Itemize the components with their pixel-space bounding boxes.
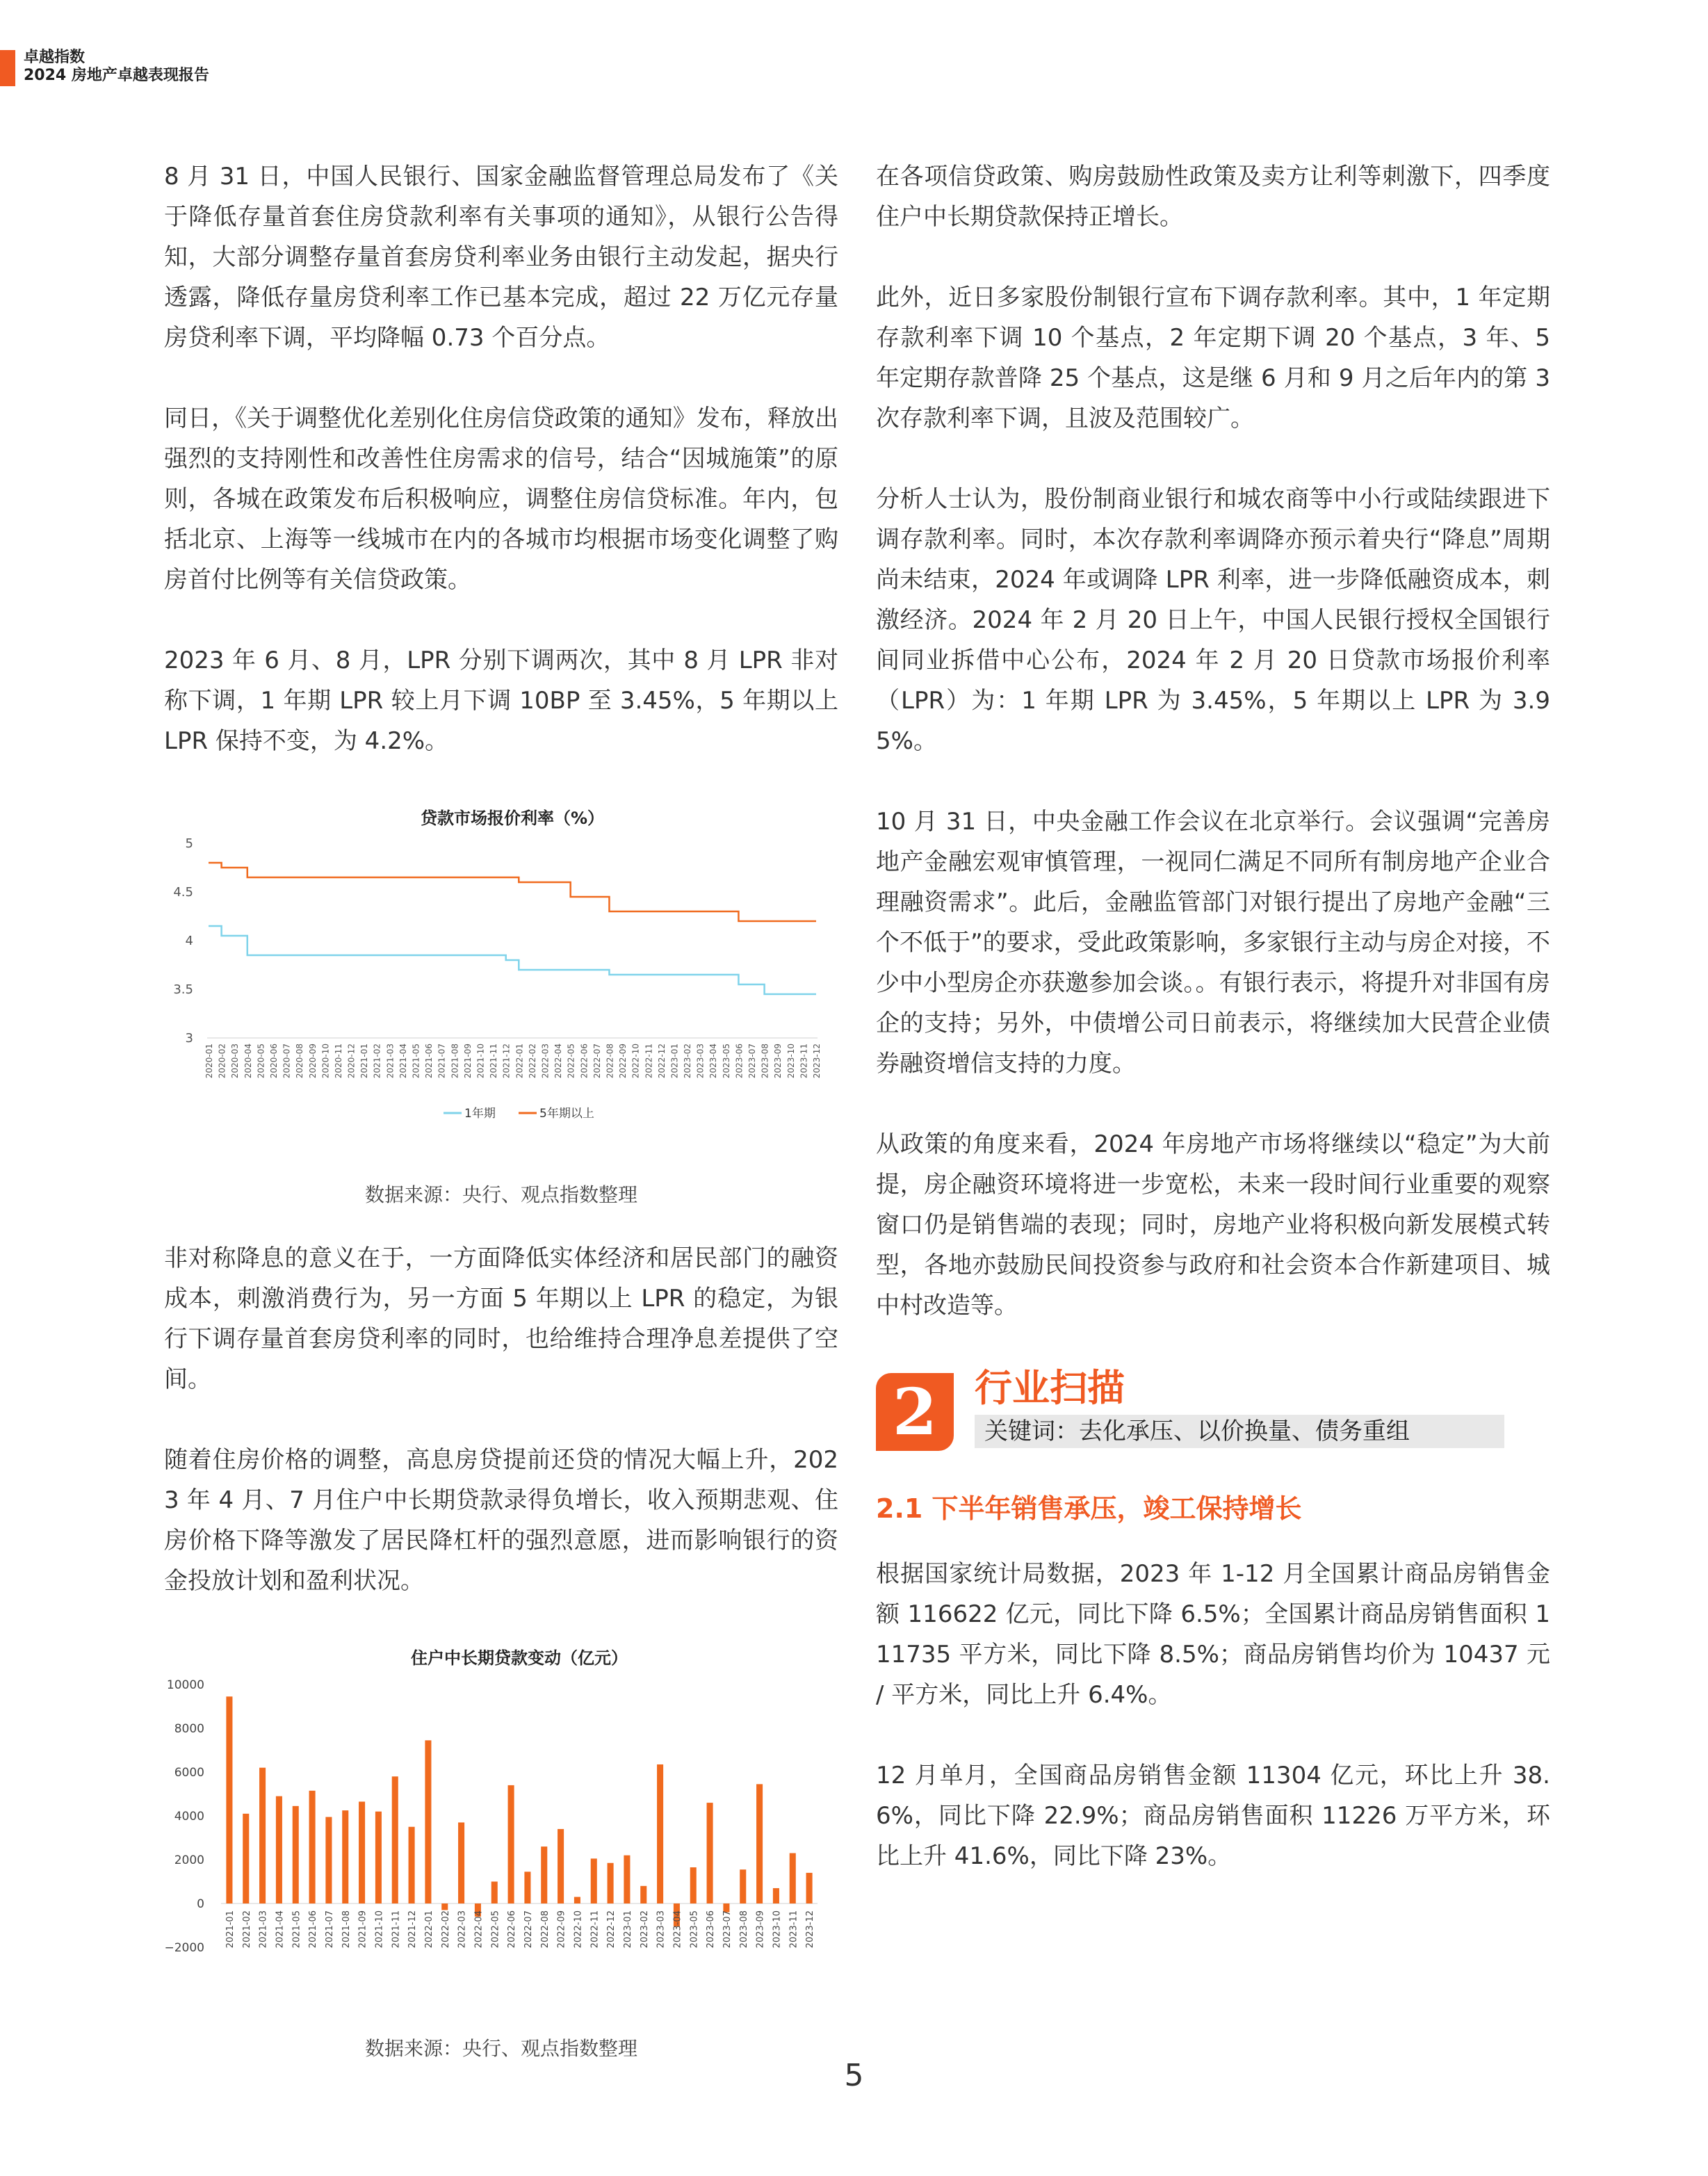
bar <box>441 1903 448 1910</box>
x-tick-label: 2022-06 <box>579 1044 589 1079</box>
paragraph: 同日，《关于调整优化差别化住房信贷政策的通知》发布，释放出强烈的支持刚性和改善性住房需求的信号，结合“因城施策”的原则，各城在政策发布后积极响应，调整住房信贷标准。年内，包括北京、上海等一线城市在内的各城市均根据市场变化调整了购房首付比例等有关信贷政策。 <box>164 405 838 594</box>
bar <box>259 1768 266 1903</box>
y-tick-label: 2000 <box>174 1853 204 1867</box>
x-tick-label: 2022-01 <box>423 1910 434 1949</box>
bar <box>608 1863 614 1903</box>
y-tick-label: 3.5 <box>173 982 193 997</box>
x-tick-label: 2023-03 <box>695 1044 706 1079</box>
household-loan-bar-chart <box>164 1641 838 2061</box>
paragraph: 12 月单月，全国商品房销售金额 11304 亿元，环比上升 38.6%，同比下降 22.9%；商品房销售面积 11226 万平方米，环比上升 41.6%，同比下降 23%。 <box>876 1762 1550 1870</box>
x-tick-label: 2020-05 <box>256 1044 266 1079</box>
x-tick-label: 2021-02 <box>372 1044 382 1079</box>
y-tick-label: 10000 <box>166 1678 204 1692</box>
bar <box>243 1814 249 1903</box>
y-tick-label: 4000 <box>174 1810 204 1824</box>
header-brand: 卓越指数 <box>24 49 86 66</box>
paragraph: 随着住房价格的调整，高息房贷提前还贷的情况大幅上升，2023 年 4 月、7 月住户中长期贷款录得负增长，收入预期悲观、住房价格下降等激发了居民降杠杆的强烈意愿，进而影响银行的资金投放计划和盈利状况。 <box>164 1446 838 1595</box>
x-tick-label: 2021-08 <box>341 1910 352 1949</box>
x-tick-label: 2021-09 <box>357 1910 368 1949</box>
x-tick-label: 2023-12 <box>812 1044 822 1079</box>
x-tick-label: 2021-06 <box>424 1044 434 1079</box>
header-accent-bar <box>0 50 15 86</box>
x-tick-label: 2023-06 <box>706 1910 717 1949</box>
bar <box>359 1802 365 1903</box>
x-tick-label: 2023-10 <box>786 1044 796 1079</box>
bar <box>640 1886 646 1903</box>
x-tick-label: 2021-05 <box>291 1910 302 1949</box>
paragraph: 10 月 31 日，中央金融工作会议在北京举行。会议强调“完善房地产金融宏观审慎管理，一视同仁满足不同所有制房地产企业合理融资需求”。此后，金融监管部门对银行提出了房地产金融“三个不低于”的要求，受此政策影响，多家银行主动与房企对接，不少中小型房企亦获邀参加会谈。。有银行表示，将提升对非国有房企的支持；另外，中债增公司日前表示，将继续加大民营企业债券融资增信支持的力度。 <box>876 808 1550 1078</box>
x-tick-label: 2022-10 <box>631 1044 641 1079</box>
paragraph: 8 月 31 日，中国人民银行、国家金融监督管理总局发布了《关于降低存量首套住房贷款利率有关事项的通知》，从银行公告得知，大部分调整存量首套房贷利率业务由银行主动发起，据央行透露，降低存量房贷利率工作已基本完成，超过 22 万亿元存量房贷利率下调，平均降幅 0.73 个百分点。 <box>164 163 838 352</box>
paragraph: 2023 年 6 月、8 月，LPR 分别下调两次，其中 8 月 LPR 非对称下调，1 年期 LPR 较上月下调 10BP 至 3.45%，5 年期以上 LPR 保持不变，为 4.2%。 <box>164 647 838 755</box>
bar <box>458 1822 464 1903</box>
lpr-chart-svg <box>164 802 838 1177</box>
y-tick-label: 6000 <box>174 1766 204 1780</box>
y-tick-label: 4 <box>185 934 193 948</box>
series-line-1y <box>209 926 816 994</box>
bar <box>524 1871 530 1903</box>
x-tick-label: 2021-02 <box>241 1910 252 1949</box>
y-tick-label: 5 <box>185 836 193 851</box>
x-tick-label: 2022-04 <box>473 1910 485 1949</box>
bar <box>707 1803 713 1903</box>
section-number-badge: 2 <box>876 1373 954 1451</box>
x-tick-label: 2022-12 <box>606 1910 617 1949</box>
x-tick-label: 2020-04 <box>243 1044 253 1079</box>
paragraph: 在各项信贷政策、购房鼓励性政策及卖方让利等刺激下，四季度住户中长期贷款保持正增长。 <box>876 163 1550 231</box>
section-title: 行业扫描 <box>975 1366 1125 1410</box>
x-tick-label: 2021-03 <box>385 1044 396 1079</box>
x-tick-label: 2021-07 <box>437 1044 447 1079</box>
x-tick-label: 2021-05 <box>411 1044 421 1079</box>
chart-source-note: 数据来源：央行、观点指数整理 <box>364 1183 637 1206</box>
x-tick-label: 2021-11 <box>391 1910 402 1949</box>
bar <box>409 1827 415 1903</box>
x-tick-label: 2023-10 <box>772 1910 783 1949</box>
paragraph: 根据国家统计局数据，2023 年 1-12 月全国累计商品房销售金额 116622 亿元，同比下降 6.5%；全国累计商品房销售面积 111735 平方米，同比下降 8.5%；商品房销售均价为 10437 元 / 平方米，同比上升 6.4%。 <box>876 1560 1550 1709</box>
x-tick-label: 2022-10 <box>573 1910 584 1949</box>
bar <box>773 1888 779 1903</box>
x-tick-label: 2020-01 <box>204 1044 214 1079</box>
bar <box>657 1764 663 1903</box>
x-tick-label: 2022-01 <box>514 1044 525 1079</box>
y-tick-label: 0 <box>197 1897 204 1911</box>
x-tick-label: 2022-03 <box>457 1910 468 1949</box>
x-tick-label: 2023-08 <box>760 1044 770 1079</box>
bar <box>276 1796 282 1903</box>
page-number: 5 <box>844 2058 864 2093</box>
x-tick-label: 2022-06 <box>507 1910 518 1949</box>
x-tick-label: 2020-12 <box>346 1044 357 1079</box>
bar <box>541 1846 547 1903</box>
paragraph: 此外，近日多家股份制银行宣布下调存款利率。其中，1 年定期存款利率下调 10 个基点，2 年定期下调 20 个基点，3 年、5 年定期存款普降 25 个基点，这是继 6 月和 9 月之后年内的第 3 次存款利率下调，且波及范围较广。 <box>876 284 1550 432</box>
bar <box>309 1791 316 1903</box>
x-tick-label: 2022-03 <box>540 1044 551 1079</box>
bar <box>491 1882 498 1904</box>
x-tick-label: 2020-07 <box>282 1044 292 1079</box>
loan-chart-svg <box>164 1641 838 2031</box>
chart-title: 住户中长期贷款变动（亿元） <box>411 1648 628 1668</box>
x-tick-label: 2020-11 <box>333 1044 343 1079</box>
bar <box>740 1869 746 1903</box>
bar <box>375 1812 382 1903</box>
x-tick-label: 2022-07 <box>523 1910 534 1949</box>
report-header <box>24 49 209 85</box>
x-tick-label: 2023-05 <box>721 1044 731 1079</box>
x-tick-label: 2021-01 <box>359 1044 370 1079</box>
left-column <box>164 156 838 2092</box>
x-tick-label: 2022-07 <box>592 1044 602 1079</box>
x-tick-label: 2023-09 <box>773 1044 783 1079</box>
bar <box>425 1740 431 1903</box>
bar <box>293 1806 299 1903</box>
x-tick-label: 2023-04 <box>708 1044 719 1079</box>
legend-label: 5年期以上 <box>539 1107 594 1121</box>
x-tick-label: 2022-09 <box>618 1044 628 1079</box>
bar <box>756 1784 763 1903</box>
x-tick-label: 2022-02 <box>527 1044 537 1079</box>
x-tick-label: 2021-11 <box>489 1044 499 1079</box>
x-tick-label: 2022-12 <box>656 1044 667 1079</box>
y-tick-label: −2000 <box>164 1941 204 1955</box>
x-tick-label: 2023-01 <box>669 1044 680 1079</box>
bar <box>508 1785 514 1903</box>
bar <box>690 1867 697 1903</box>
x-tick-label: 2021-04 <box>275 1910 286 1949</box>
x-tick-label: 2023-04 <box>672 1910 683 1949</box>
x-tick-label: 2020-08 <box>295 1044 305 1079</box>
x-tick-label: 2021-09 <box>462 1044 473 1079</box>
x-tick-label: 2023-12 <box>805 1910 816 1949</box>
x-tick-label: 2021-04 <box>398 1044 408 1079</box>
bar <box>806 1873 813 1903</box>
x-tick-label: 2023-09 <box>755 1910 766 1949</box>
x-tick-label: 2021-10 <box>374 1910 385 1949</box>
x-tick-label: 2023-07 <box>722 1910 733 1949</box>
right-column <box>876 156 1550 1917</box>
x-tick-label: 2022-05 <box>490 1910 501 1949</box>
x-tick-label: 2021-07 <box>324 1910 335 1949</box>
bar <box>591 1858 597 1903</box>
y-tick-label: 3 <box>185 1031 193 1046</box>
x-tick-label: 2022-05 <box>566 1044 576 1079</box>
x-tick-label: 2020-02 <box>217 1044 227 1079</box>
x-tick-label: 2021-12 <box>501 1044 512 1079</box>
paragraph: 从政策的角度来看，2024 年房地产市场将继续以“稳定”为大前提，房企融资环境将进一步宽松，未来一段时间行业重要的观察窗口仍是销售端的表现；同时，房地产业将积极向新发展模式转型，各地亦鼓励民间投资参与政府和社会资本合作新建项目、城中村改造等。 <box>876 1130 1550 1320</box>
chart-title: 贷款市场报价利率（%） <box>420 809 605 828</box>
x-tick-label: 2020-03 <box>230 1044 241 1079</box>
x-tick-label: 2021-06 <box>308 1910 319 1949</box>
bar <box>392 1776 398 1903</box>
x-tick-label: 2021-10 <box>475 1044 486 1079</box>
x-tick-label: 2023-05 <box>689 1910 700 1949</box>
bar <box>790 1853 796 1903</box>
bar <box>226 1696 232 1903</box>
paragraph: 分析人士认为，股份制商业银行和城农商等中小行或陆续跟进下调存款利率。同时，本次存款利率调降亦预示着央行“降息”周期尚未结束，2024 年或调降 LPR 利率，进一步降低融资成本，刺激经济。2024 年 2 月 20 日上午，中国人民银行授权全国银行间同业拆借中心公布，2024 年 2 月 20 日贷款市场报价利率（LPR）为：1 年期 LPR 为 3.45%，5 年期以上 LPR 为 3.95%。 <box>876 485 1550 755</box>
x-tick-label: 2021-03 <box>258 1910 269 1949</box>
x-tick-label: 2023-07 <box>747 1044 758 1079</box>
x-tick-label: 2022-02 <box>440 1910 451 1949</box>
x-tick-label: 2021-08 <box>450 1044 460 1079</box>
x-tick-label: 2020-10 <box>320 1044 331 1079</box>
section-keywords: 关键词：去化承压、以价换量、债务重组 <box>975 1415 1504 1448</box>
bar <box>342 1810 348 1903</box>
x-tick-label: 2023-02 <box>683 1044 693 1079</box>
x-tick-label: 2023-03 <box>656 1910 667 1949</box>
x-tick-label: 2022-11 <box>644 1044 654 1079</box>
bar <box>574 1897 580 1903</box>
x-tick-label: 2021-12 <box>407 1910 418 1949</box>
y-tick-label: 8000 <box>174 1722 204 1736</box>
x-tick-label: 2023-08 <box>738 1910 749 1949</box>
x-tick-label: 2022-09 <box>556 1910 567 1949</box>
x-tick-label: 2023-02 <box>639 1910 650 1949</box>
x-tick-label: 2020-06 <box>268 1044 279 1079</box>
paragraph: 非对称降息的意义在于，一方面降低实体经济和居民部门的融资成本，刺激消费行为，另一方面 5 年期以上 LPR 的稳定，为银行下调存量首套房贷利率的同时，也给维持合理净息差提供了空间。 <box>164 1244 838 1393</box>
x-tick-label: 2021-01 <box>225 1910 236 1949</box>
x-tick-label: 2020-09 <box>307 1044 318 1079</box>
subsection-heading: 2.1 下半年销售承压，竣工保持增长 <box>876 1493 1302 1524</box>
y-tick-label: 4.5 <box>173 885 193 900</box>
header-report-title: 2024 房地产卓越表现报告 <box>24 67 209 84</box>
bar <box>325 1817 332 1903</box>
x-tick-label: 2023-11 <box>799 1044 809 1079</box>
bar <box>558 1829 564 1903</box>
x-tick-label: 2022-04 <box>553 1044 564 1079</box>
x-tick-label: 2023-11 <box>788 1910 799 1949</box>
legend-label: 1年期 <box>464 1107 496 1121</box>
x-tick-label: 2023-06 <box>734 1044 745 1079</box>
chart-source-note: 数据来源：央行、观点指数整理 <box>364 2037 637 2060</box>
x-tick-label: 2022-11 <box>589 1910 601 1949</box>
x-tick-label: 2022-08 <box>539 1910 551 1949</box>
x-tick-label: 2023-01 <box>622 1910 633 1949</box>
section-heading <box>876 1366 1550 1470</box>
bar <box>624 1856 630 1903</box>
series-line-5y <box>209 863 816 921</box>
x-tick-label: 2022-08 <box>605 1044 615 1079</box>
lpr-line-chart <box>164 802 838 1208</box>
